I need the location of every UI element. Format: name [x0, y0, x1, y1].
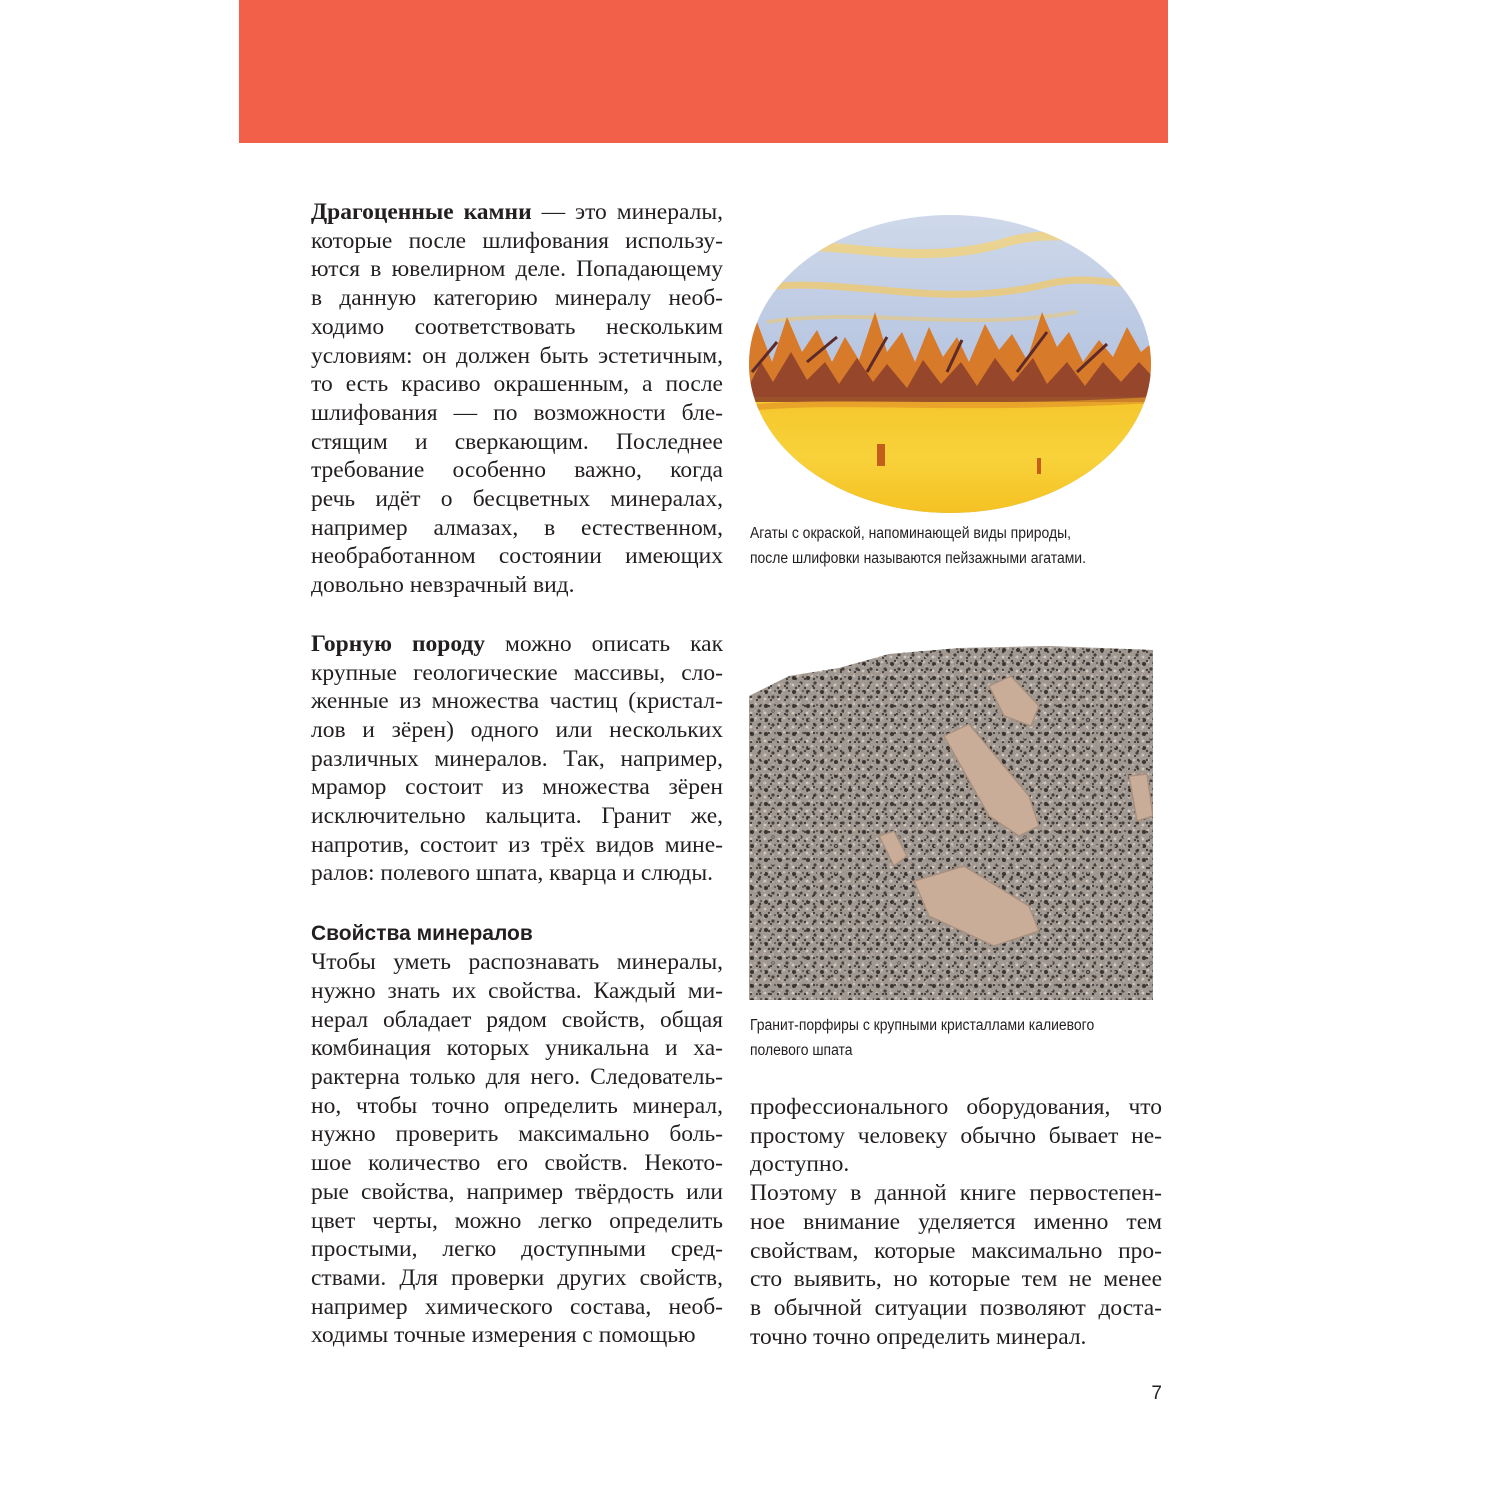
text-line: рые свойства, например твёрдость или — [311, 1178, 723, 1205]
text-line: свойствам, которые максимально про- — [750, 1237, 1162, 1264]
paragraph-continuation — [750, 1093, 1162, 1179]
text-line: сто выявить, но которые тем не менее — [750, 1266, 1162, 1293]
granite-caption-line: полевого шпата — [750, 1042, 853, 1059]
text-line: Драгоценные камни — это минералы, — [311, 199, 723, 225]
text-line: ствами. Для проверки других свойств, — [311, 1264, 723, 1291]
text-line: ходимы точные измерения с помощью — [311, 1322, 696, 1349]
text-line: довольно невзрачный вид. — [311, 572, 575, 599]
text-line: мрамор состоит из множества зёрен — [311, 774, 723, 801]
text-line: в данную категорию минералу необ- — [311, 285, 723, 312]
text-line: крупные геологические массивы, сло- — [311, 659, 723, 686]
text-line: ходимо соответствовать нескольким — [311, 313, 723, 340]
right-column — [750, 1093, 1162, 1351]
section-heading-mineral-properties: Свойства минералов — [311, 922, 533, 946]
text-line: Чтобы уметь распознавать минералы, — [311, 949, 723, 976]
text-line: например химического состава, необ- — [311, 1293, 723, 1320]
agate-caption — [750, 521, 1086, 571]
text-line: женные из множества частиц (кристал- — [311, 688, 723, 715]
text-line: лов и зёрен) одного или нескольких — [311, 716, 723, 743]
text-line: напротив, состоит из трёх видов мине- — [311, 831, 723, 858]
text-line: условиям: он должен быть эстетичным, — [311, 342, 723, 369]
text-line: необработанном состоянии имеющих — [311, 543, 723, 570]
text-line: профессионального оборудования, что — [750, 1094, 1162, 1120]
text-line: цвет черты, можно легко определить — [311, 1207, 723, 1234]
text-line: простому человеку обычно бывает не- — [750, 1122, 1162, 1149]
agate-photo — [747, 212, 1153, 516]
paragraph-rock-definition — [311, 630, 723, 888]
text-line: шлифования — по возможности бле- — [311, 399, 723, 426]
header-color-band — [239, 0, 1168, 143]
text-line: например алмазах, в естественном, — [311, 514, 723, 541]
text-line: точно точно определить минерал. — [750, 1323, 1087, 1350]
text-line: стящим и сверкающим. Последнее — [311, 428, 723, 455]
granite-porphyry-photo — [749, 646, 1153, 1000]
paragraph-this-book — [750, 1179, 1162, 1351]
text-line: ралов: полевого шпата, кварца и слюды. — [311, 860, 713, 887]
text-line: доступно. — [750, 1151, 850, 1178]
text-line: Поэтому в данной книге первостепен- — [750, 1180, 1162, 1207]
agate-caption-line: Агаты с окраской, напоминающей виды природы, — [750, 525, 1072, 542]
page-number: 7 — [1151, 1383, 1162, 1404]
text-line: которые после шлифования использу- — [311, 227, 723, 254]
text-line: ются в ювелирном деле. Попадающему — [311, 256, 723, 283]
text-line: комбинация которых уникальна и ха- — [311, 1035, 723, 1062]
text-line: шое количество его свойств. Некото- — [311, 1150, 723, 1177]
text-line: ное внимание уделяется именно тем — [750, 1208, 1162, 1235]
text-line: нерал обладает рядом свойств, общая — [311, 1006, 723, 1033]
bold-term: Драгоценные камни — [311, 199, 532, 225]
granite-caption — [750, 1013, 1094, 1063]
text-line: исключительно кальцита. Гранит же, — [311, 803, 723, 830]
text-line: простыми, легко доступными сред- — [311, 1236, 723, 1263]
text-line: нужно знать их свойства. Каждый ми- — [311, 977, 723, 1004]
text-line: но, чтобы точно определить минерал, — [311, 1092, 723, 1119]
left-column — [311, 198, 723, 1350]
text-line: речь идёт о бесцветных минералах, — [311, 486, 723, 513]
granite-caption-line: Гранит-порфиры с крупными кристаллами калиевого — [750, 1017, 1095, 1034]
text-line: нужно проверить максимально боль- — [311, 1121, 723, 1148]
text-line: требование особенно важно, когда — [311, 457, 723, 484]
agate-caption-line: после шлифовки называются пейзажными агатами. — [750, 550, 1086, 567]
bold-term: Горную породу — [311, 630, 486, 657]
text-line: то есть красиво окрашенным, а после — [311, 371, 723, 398]
paragraph-precious-stones — [311, 198, 723, 600]
text-line: Горную породу можно описать как — [311, 630, 724, 657]
text-line: рактерна только для него. Следователь- — [311, 1063, 723, 1090]
text-line: различных минералов. Так, например, — [311, 745, 723, 772]
text-line: в обычной ситуации позволяют доста- — [750, 1294, 1162, 1321]
paragraph-mineral-properties — [311, 948, 723, 1350]
